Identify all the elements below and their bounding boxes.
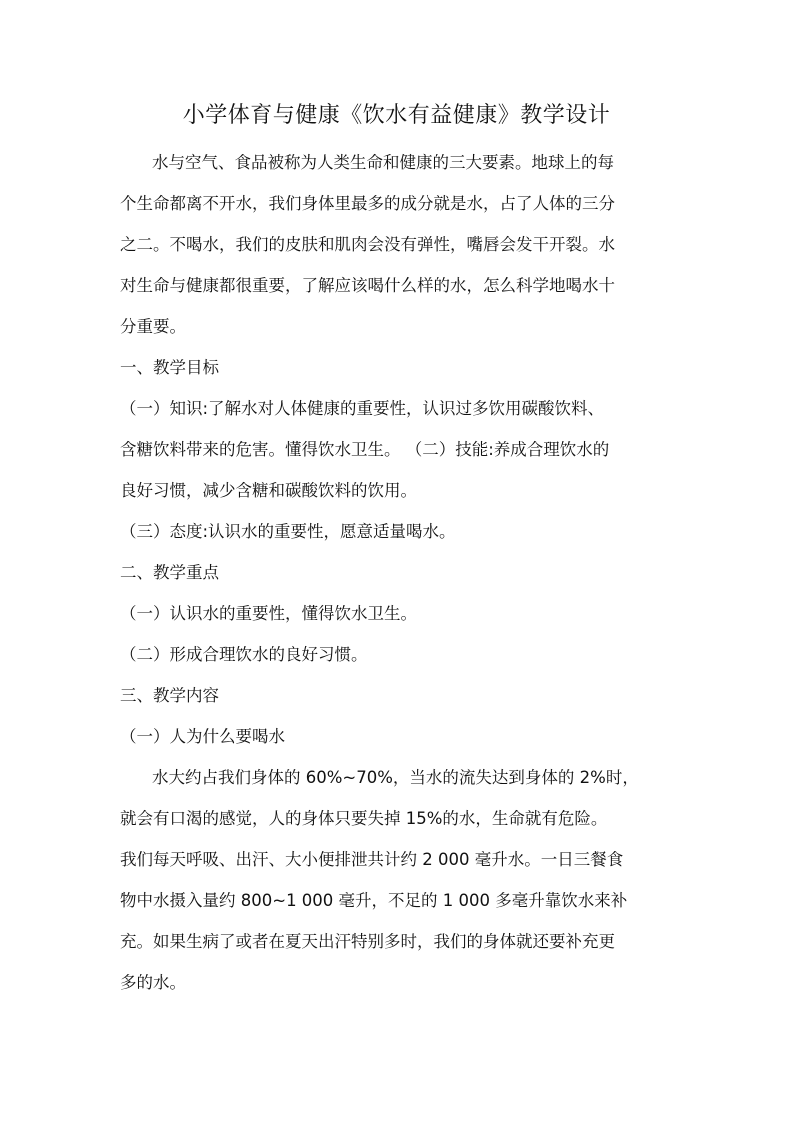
text-line: 之二。不喝水，我们的皮肤和肌肉会没有弹性，嘴唇会发干开裂。水: [120, 235, 615, 254]
text-line: （一）认识水的重要性，懂得饮水卫生。: [120, 604, 417, 623]
text-line: 个生命都离不开水，我们身体里最多的成分就是水，占了人体的三分: [120, 194, 615, 213]
text-line: 充。如果生病了或者在夏天出汗特别多时，我们的身体就还要补充更: [120, 932, 615, 951]
text-line: 物中水摄入量约 800~1 000 毫升，不足的 1 000 多毫升靠饮水来补: [120, 891, 628, 910]
text-line: 水与空气、食品被称为人类生命和健康的三大要素。地球上的每: [152, 153, 614, 172]
text-line: 就会有口渴的感觉，人的身体只要失掉 15%的水，生命就有危险。: [120, 809, 608, 828]
text-line: 三、教学内容: [120, 686, 219, 705]
text-line: （一）知识:了解水对人体健康的重要性，认识过多饮用碳酸饮料、: [120, 399, 605, 418]
document-title: 小学体育与健康《饮水有益健康》教学设计: [182, 103, 611, 128]
text-line: （一）人为什么要喝水: [120, 727, 285, 746]
text-line: 对生命与健康都很重要，了解应该喝什么样的水，怎么科学地喝水十: [120, 276, 615, 295]
text-line: 多的水。: [120, 973, 186, 992]
text-line: 一、教学目标: [120, 358, 219, 377]
text-line: 二、教学重点: [120, 563, 219, 582]
text-line: （三）态度:认识水的重要性，愿意适量喝水。: [120, 522, 456, 541]
text-line: 良好习惯，减少含糖和碳酸饮料的饮用。: [120, 481, 417, 500]
text-line: 水大约占我们身体的 60%~70%，当水的流失达到身体的 2%时，: [152, 768, 639, 787]
document-body: [120, 142, 680, 1003]
text-line: 我们每天呼吸、出汗、大小便排泄共计约 2 000 毫升水。一日三餐食: [120, 850, 624, 869]
text-line: 含糖饮料带来的危害。懂得饮水卫生。 （二）技能:养成合理饮水的: [120, 440, 610, 459]
text-line: （二）形成合理饮水的良好习惯。: [120, 645, 368, 664]
text-line: 分重要。: [120, 317, 186, 336]
